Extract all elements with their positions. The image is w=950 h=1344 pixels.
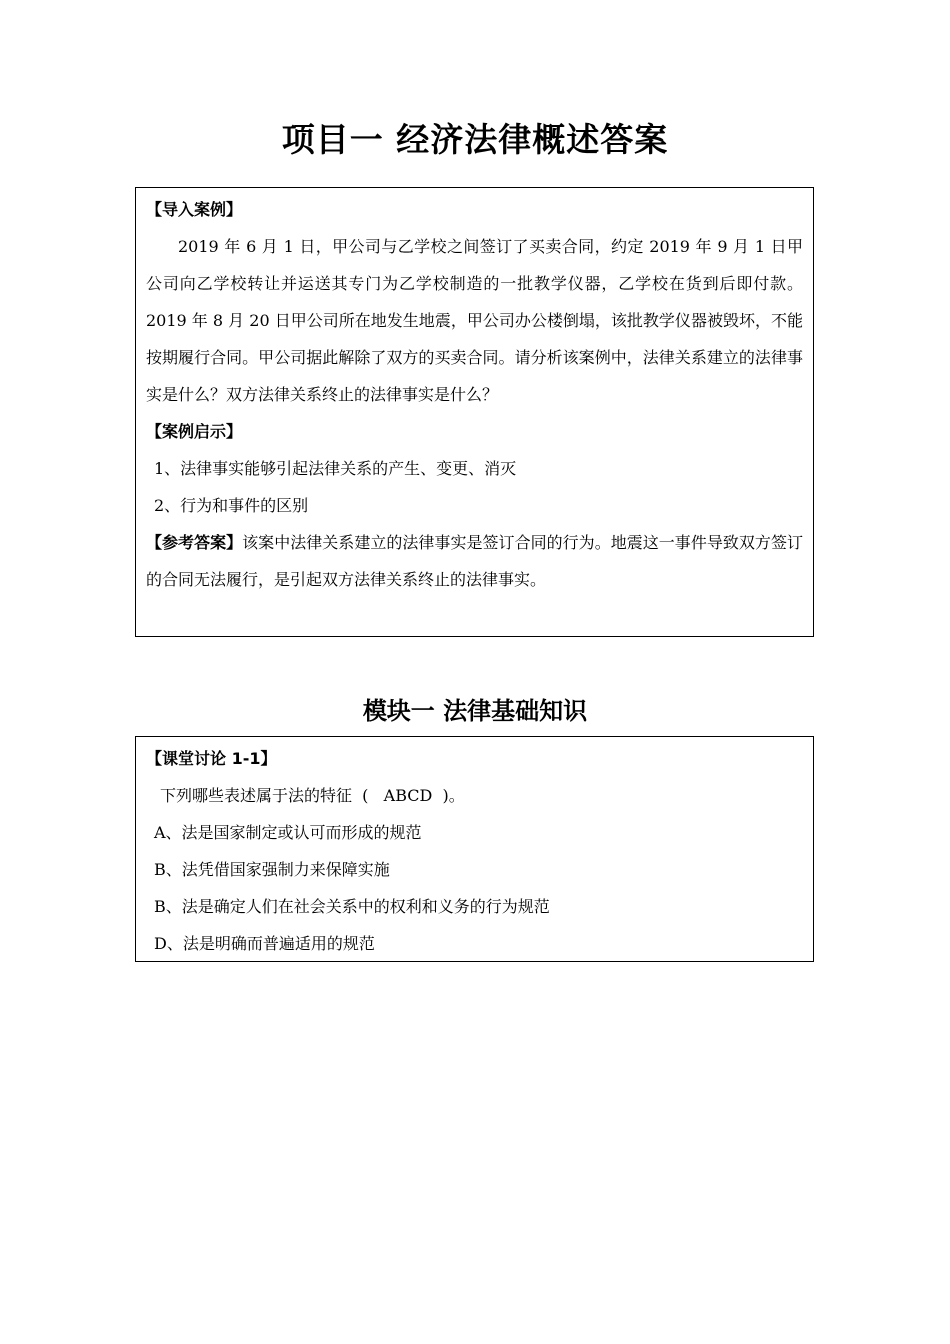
discussion-heading: 【课堂讨论 1-1】	[146, 749, 277, 768]
case-hint-heading: 【案例启示】	[146, 422, 243, 441]
reference-answer-text: 该案中法律关系建立的法律事实是签订合同的行为。地震这一事件导致双方签订的合同无法履行，是引起双方法律关系终止的法律事实。	[146, 533, 803, 589]
discussion-box	[135, 736, 814, 962]
discussion-question: 下列哪些表述属于法的特征 ( ABCD )。	[160, 786, 465, 805]
discussion-option-2: B、法凭借国家强制力来保障实施	[154, 860, 390, 879]
discussion-option-1: A、法是国家制定或认可而形成的规范	[154, 823, 422, 842]
case-hint-item-1: 1、法律事实能够引起法律关系的产生、变更、消灭	[154, 459, 517, 478]
reference-answer	[146, 524, 803, 598]
discussion-option-4: D、法是明确而普遍适用的规范	[154, 934, 375, 953]
case-hint-item-2: 2、行为和事件的区别	[154, 496, 309, 515]
intro-case-text: 2019 年 6 月 1 日，甲公司与乙学校之间签订了买卖合同，约定 2019 年 9 月 1 日甲公司向乙学校转让并运送其专门为乙学校制造的一批教学仪器，乙学校在货到后即付款。2019 年 8 月 20 日甲公司所在地发生地震，甲公司办公楼倒塌，该批教学仪器被毁坏，不能按期履行合同。甲公司据此解除了双方的买卖合同。请分析该案例中，法律关系建立的法律事实是什么？双方法律关系终止的法律事实是什么？	[146, 237, 803, 404]
case-box	[135, 187, 814, 637]
reference-answer-label: 【参考答案】	[146, 533, 243, 552]
intro-case-heading: 【导入案例】	[146, 200, 243, 219]
section-title: 模块一 法律基础知识	[362, 697, 588, 725]
page-title: 项目一 经济法律概述答案	[281, 120, 669, 159]
discussion-option-3: B、法是确定人们在社会关系中的权利和义务的行为规范	[154, 897, 550, 916]
